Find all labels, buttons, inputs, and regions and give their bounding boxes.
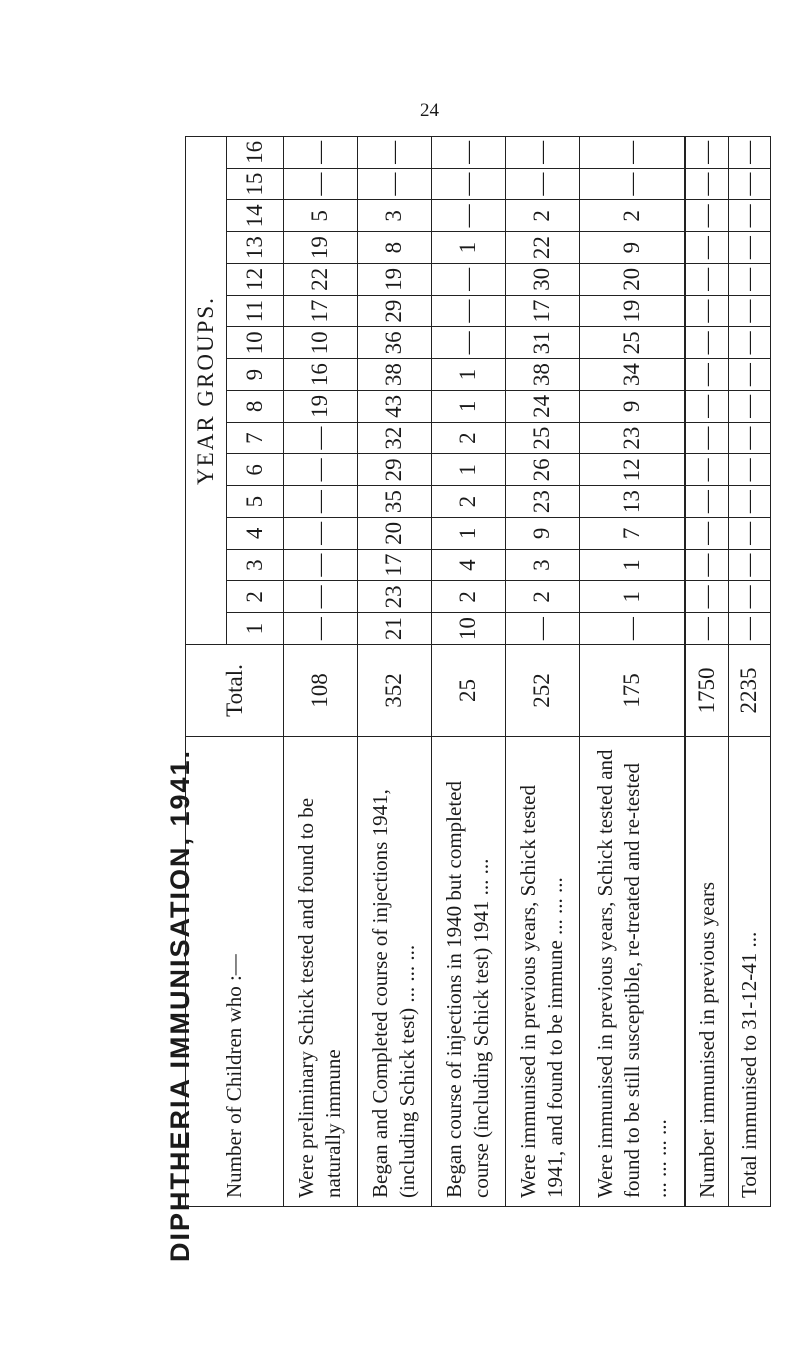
year-header: 6 [227,454,284,486]
row-total: 1750 [685,645,728,737]
table-cell: 10 [284,327,358,359]
row-total: 352 [357,645,431,737]
table-cell: — [728,518,770,550]
row-total: 25 [431,645,505,737]
year-header: 11 [227,295,284,327]
total-header: Total. [186,645,284,737]
table-cell: — [685,549,728,581]
year-header: 3 [227,549,284,581]
year-header: 9 [227,359,284,391]
row-total: 252 [505,645,579,737]
label-header: Number of Children who :— [186,737,284,1207]
table-cell: — [357,137,431,169]
table-cell: — [685,518,728,550]
table-cell: — [431,295,505,327]
row-total: 2235 [728,645,770,737]
table-cell: — [284,168,358,200]
year-header: 7 [227,422,284,454]
table-cell: 1 [579,549,685,581]
page-number: 24 [420,100,439,121]
table-cell: — [685,137,728,169]
table-cell: 31 [505,327,579,359]
table-row [728,137,770,1207]
year-header: 2 [227,581,284,613]
table-cell: 9 [579,391,685,423]
table-row [431,137,505,1207]
table-cell: — [728,486,770,518]
table-cell: 1 [431,391,505,423]
table-cell: — [685,486,728,518]
table-cell: 24 [505,391,579,423]
table-cell: 22 [284,264,358,296]
table-cell: 23 [579,422,685,454]
table-cell: — [284,137,358,169]
table-cell: 19 [284,232,358,264]
table-cell: — [284,422,358,454]
row-label: Were immunised in previous years, Schick tested and found to be still susceptible, re-treated and re-tested ... ... ... ... [579,737,685,1207]
table-cell: 4 [431,549,505,581]
table-cell: 17 [357,549,431,581]
table-cell: 20 [579,264,685,296]
table-cell: — [728,168,770,200]
table-cell: — [431,168,505,200]
year-header: 10 [227,327,284,359]
table-cell: 10 [431,613,505,645]
table-cell: — [728,613,770,645]
year-header: 1 [227,613,284,645]
row-label: Began and Completed course of injections 1941, (including Schick test) ... ... ... [357,737,431,1207]
table-body [284,137,771,1207]
table-cell: 25 [579,327,685,359]
table-cell: — [284,581,358,613]
table-cell: 43 [357,391,431,423]
table-cell: — [728,232,770,264]
table-cell: 2 [431,486,505,518]
table-row [685,137,728,1207]
row-label: Began course of injections in 1940 but completed course (including Schick test) 1941 ... ... [431,737,505,1207]
table-cell: — [728,454,770,486]
table-cell: 29 [357,454,431,486]
table-cell: 7 [579,518,685,550]
table-cell: 2 [431,422,505,454]
table-cell: 16 [284,359,358,391]
table-row [505,137,579,1207]
table-cell: 23 [505,486,579,518]
table-cell: — [579,613,685,645]
table-row [357,137,431,1207]
table-cell: 13 [579,486,685,518]
row-label: Were immunised in previous years, Schick tested 1941, and found to be immune ... ... ... [505,737,579,1207]
table-cell: 38 [505,359,579,391]
table-cell: 19 [357,264,431,296]
table-cell: — [685,200,728,232]
year-header: 8 [227,391,284,423]
table-cell: — [685,454,728,486]
table-cell: — [431,200,505,232]
table-cell: 2 [431,581,505,613]
table-cell: 12 [579,454,685,486]
table-cell: — [728,422,770,454]
table-cell: — [728,359,770,391]
table-cell: 35 [357,486,431,518]
table-cell: 2 [579,200,685,232]
year-header: 15 [227,168,284,200]
table-cell: — [431,327,505,359]
table-cell: — [728,295,770,327]
table-cell: 19 [579,295,685,327]
table-cell: — [728,200,770,232]
table-cell: 1 [431,518,505,550]
table-cell: 8 [357,232,431,264]
table-cell: — [728,391,770,423]
table-cell: — [685,359,728,391]
table-cell: 20 [357,518,431,550]
table-cell: — [284,518,358,550]
table-cell: — [685,391,728,423]
table-cell: — [505,168,579,200]
table-cell: 1 [431,359,505,391]
table-cell: — [431,137,505,169]
table-cell: — [284,486,358,518]
table-cell: 5 [284,200,358,232]
table-cell: — [685,613,728,645]
table-cell: 22 [505,232,579,264]
table-cell: — [284,613,358,645]
table-cell: — [685,422,728,454]
table-cell: — [685,295,728,327]
table-cell: — [505,613,579,645]
table-cell: 26 [505,454,579,486]
row-total: 108 [284,645,358,737]
table-cell: 1 [579,581,685,613]
table-cell: 3 [505,549,579,581]
table-cell: 36 [357,327,431,359]
table-cell: — [284,549,358,581]
table-cell: 17 [505,295,579,327]
table-cell: 2 [505,581,579,613]
table-cell: 19 [284,391,358,423]
table-cell: 21 [357,613,431,645]
table-cell: — [728,264,770,296]
table-cell: 9 [579,232,685,264]
year-groups-header: YEAR GROUPS. [186,137,227,645]
year-header: 4 [227,518,284,550]
table-cell: 25 [505,422,579,454]
table-cell: — [284,454,358,486]
table-cell: — [728,327,770,359]
table-cell: — [728,137,770,169]
row-total: 175 [579,645,685,737]
year-header: 14 [227,200,284,232]
table-cell: — [685,232,728,264]
table-cell: — [685,581,728,613]
immunisation-table [185,136,771,1207]
table-cell: 29 [357,295,431,327]
table-cell: — [579,168,685,200]
row-label: Number immunised in previous years [685,737,728,1207]
page-title: DIPHTHERIA IMMUNISATION, 1941. [165,748,195,1262]
year-header: 13 [227,232,284,264]
table-cell: 1 [431,454,505,486]
table-cell: — [431,264,505,296]
table-cell: 38 [357,359,431,391]
table-cell: 30 [505,264,579,296]
table-cell: 3 [357,200,431,232]
table-cell: 2 [505,200,579,232]
table-cell: — [579,137,685,169]
table-cell: 9 [505,518,579,550]
table-cell: — [728,549,770,581]
table-cell: — [685,264,728,296]
table-cell: — [728,581,770,613]
row-label: Were preliminary Schick tested and found to be naturally immune [284,737,358,1207]
rotated-table-wrapper [185,136,771,1207]
table-row [284,137,358,1207]
table-cell: 17 [284,295,358,327]
table-cell: 23 [357,581,431,613]
year-header: 5 [227,486,284,518]
table-cell: — [685,168,728,200]
year-header: 12 [227,264,284,296]
table-row [579,137,685,1207]
row-label: Total immunised to 31-12-41 ... [728,737,770,1207]
table-cell: — [685,327,728,359]
table-cell: 34 [579,359,685,391]
table-cell: 1 [431,232,505,264]
table-cell: — [505,137,579,169]
table-cell: — [357,168,431,200]
table-cell: 32 [357,422,431,454]
year-header: 16 [227,137,284,169]
